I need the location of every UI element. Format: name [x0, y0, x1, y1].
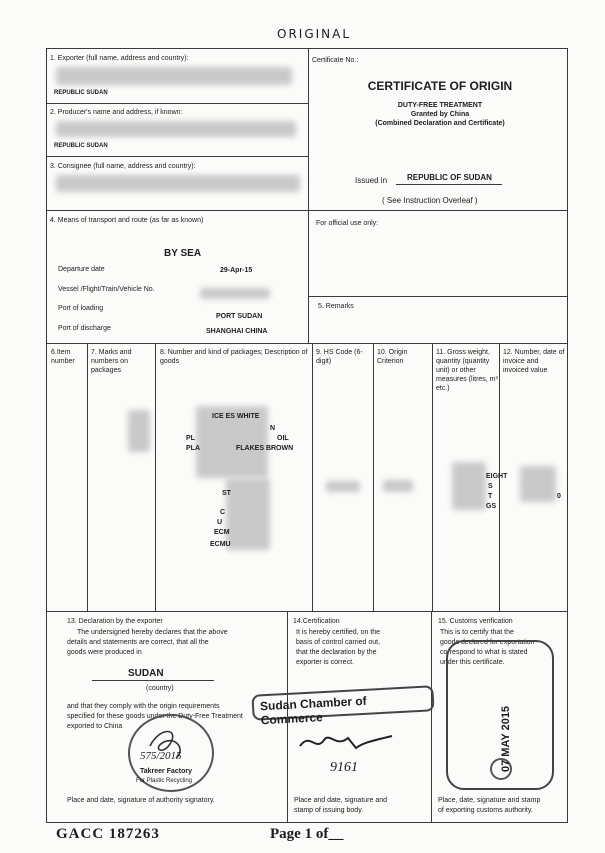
box1-label: 1. Exporter (full name, address and country): — [50, 55, 189, 62]
box13-text-6: exported to China — [67, 723, 123, 730]
box15-label: 15. Customs verification — [438, 618, 513, 625]
page-indicator: Page 1 of__ — [270, 826, 344, 842]
box15-text-4: under this certificate. — [440, 659, 505, 666]
box14-footer-1: Place and date, signature and — [294, 797, 388, 804]
box15-footer-2: of exporting customs authority. — [438, 807, 533, 814]
document-title: ORIGINAL — [277, 27, 352, 41]
redacted-producer — [56, 121, 296, 137]
goods-line-11: ECMU — [210, 541, 231, 548]
box14-text-1: It is hereby certified, on the — [296, 629, 381, 636]
departure-value: 29-Apr-15 — [220, 267, 253, 274]
signature-icon — [296, 728, 396, 758]
box15-footer-1: Place, date, signature and stamp — [438, 797, 541, 804]
discharge-label: Port of discharge — [58, 325, 111, 332]
box13-text-4: and that they comply with the origin requirements — [67, 703, 220, 710]
certificate-title: CERTIFICATE OF ORIGIN — [367, 79, 513, 93]
redacted-vessel — [200, 288, 270, 299]
departure-label: Departure date — [58, 266, 105, 273]
official-use-label: For official use only: — [316, 220, 379, 227]
box14-label: 14.Certification — [293, 618, 340, 625]
col-header-description: 8. Number and kind of packages; Description of goods — [160, 349, 308, 365]
rule-box4 — [46, 343, 568, 344]
rule-box1 — [46, 103, 308, 104]
col-line-10 — [373, 343, 374, 611]
goods-line-1: ICE ES WHITE — [212, 413, 260, 420]
frame-right — [567, 48, 568, 823]
rule-remarks — [308, 296, 568, 297]
box2-label: 2. Producer's name and address, if known: — [50, 109, 183, 116]
box13-text-3: goods were produced in — [67, 649, 142, 656]
stamp-factory-name: Takreer Factory — [140, 768, 193, 775]
col-line-7 — [87, 343, 88, 611]
frame-top — [46, 48, 568, 49]
box14-footer-2: stamp of issuing body. — [294, 807, 364, 814]
redacted-hs-code — [326, 481, 360, 492]
redacted-invoice — [520, 466, 556, 502]
rule-box2 — [46, 156, 308, 157]
col-header-hs-code: 9. HS Code (6-digit) — [316, 349, 363, 365]
redacted-consignee — [56, 175, 300, 192]
issued-in-value: REPUBLIC OF SUDAN — [407, 173, 492, 182]
loading-label: Port of loading — [58, 305, 104, 312]
instruction-note: ( See Instruction Overleaf ) — [382, 196, 478, 205]
weight-line-1: EIGHT — [486, 473, 508, 480]
redacted-weight — [452, 462, 486, 510]
issued-in-underline — [396, 184, 502, 185]
issued-in-label: Issued in — [355, 176, 388, 185]
box14-text-4: exporter is correct. — [296, 659, 354, 666]
box13-text-5: specified for these goods under the Duty-Free Treatment — [67, 713, 243, 720]
box4-label: 4. Means of transport and route (as far as known) — [50, 217, 204, 224]
stamp-factory-purpose: For Plastic Recycling — [136, 778, 193, 784]
chamber-stamp — [251, 685, 434, 728]
box13-footer: Place and date, signature of authority signatory. — [67, 797, 215, 804]
box14-text-2: basis of control carried out, — [296, 639, 381, 646]
discharge-value: SHANGHAI CHINA — [206, 328, 268, 335]
col-header-invoice: 12. Number, date of invoice and invoiced value — [503, 349, 565, 374]
box2-country: REPUBLIC SUDAN — [54, 143, 108, 149]
col-line-8 — [155, 343, 156, 611]
col-line-11 — [432, 343, 433, 611]
redacted-exporter — [56, 67, 292, 85]
goods-line-3: PL — [186, 435, 195, 442]
gacc-reference: GACC 187263 — [56, 826, 160, 842]
certificate-line3: (Combined Declaration and Certificate) — [375, 120, 505, 127]
customs-date-stamp: 07 MAY 2015 — [500, 705, 512, 772]
chamber-stamp-text: Sudan Chamber of Commerce — [259, 693, 367, 728]
weight-line-4: GS — [486, 503, 497, 510]
box3-label: 3. Consignee (full name, address and country): — [50, 163, 196, 170]
col-header-marks: 7. Marks and numbers on packages — [91, 349, 132, 374]
vessel-label: Vessel /Flight/Train/Vehicle No. — [58, 286, 155, 293]
box15-text-2: goods declared for exportation — [440, 639, 535, 646]
col-header-item: 6.Item number — [51, 349, 75, 365]
frame-left — [46, 48, 47, 823]
col-header-weight: 11. Gross weight, quantity (quantity unit) or other measures (litres, m³ etc.) — [436, 349, 498, 392]
goods-line-6: FLAKES BROWN — [236, 445, 294, 452]
goods-line-10: ECM — [214, 529, 230, 536]
redacted-containers — [226, 478, 270, 550]
col-line-9 — [312, 343, 313, 611]
box15-text-1: This is to certify that the — [440, 629, 514, 636]
handwritten-number: 9161 — [330, 760, 358, 775]
box13-text-2: details and statements are correct, that all the — [67, 639, 209, 646]
certificate-line2: Granted by China — [410, 111, 470, 118]
rule-box3 — [46, 210, 568, 211]
goods-line-4: OIL — [277, 435, 289, 442]
redacted-marks — [128, 410, 150, 452]
box15-text-3: correspond to what is stated — [440, 649, 528, 656]
box1-country: REPUBLIC SUDAN — [54, 90, 108, 96]
transport-mode: BY SEA — [164, 248, 202, 259]
goods-line-8: C — [220, 509, 226, 516]
certificate-no-label: Certificate No.: — [312, 57, 359, 64]
invoice-line-1: 0 — [557, 493, 561, 500]
box13-country: SUDAN — [128, 668, 164, 679]
goods-line-5: PLA — [186, 445, 200, 452]
col-header-criterion: 10. Origin Criterion — [377, 349, 408, 365]
goods-line-7: ST — [222, 490, 231, 497]
loading-value: PORT SUDAN — [216, 313, 263, 320]
stamp-number: 575/2015 — [140, 750, 182, 762]
box13-text-1: The undersigned hereby declares that the above — [77, 629, 228, 636]
box13-country-label: (country) — [146, 685, 174, 692]
frame-bottom — [46, 822, 568, 823]
country-underline — [92, 680, 214, 681]
certificate-line1: DUTY-FREE TREATMENT — [397, 102, 483, 109]
goods-line-9: U — [217, 519, 223, 526]
exporter-stamp — [128, 714, 214, 792]
goods-line-2: N — [270, 425, 276, 432]
rule-goods-bottom — [46, 611, 568, 612]
weight-line-2: S — [488, 483, 493, 490]
redacted-criterion — [383, 480, 413, 492]
divider-top-center — [308, 48, 309, 343]
box14-text-3: that the declaration by the — [296, 649, 377, 656]
remarks-label: 5. Remarks — [318, 303, 354, 310]
box13-label: 13. Declaration by the exporter — [67, 618, 163, 625]
weight-line-3: T — [488, 493, 493, 500]
